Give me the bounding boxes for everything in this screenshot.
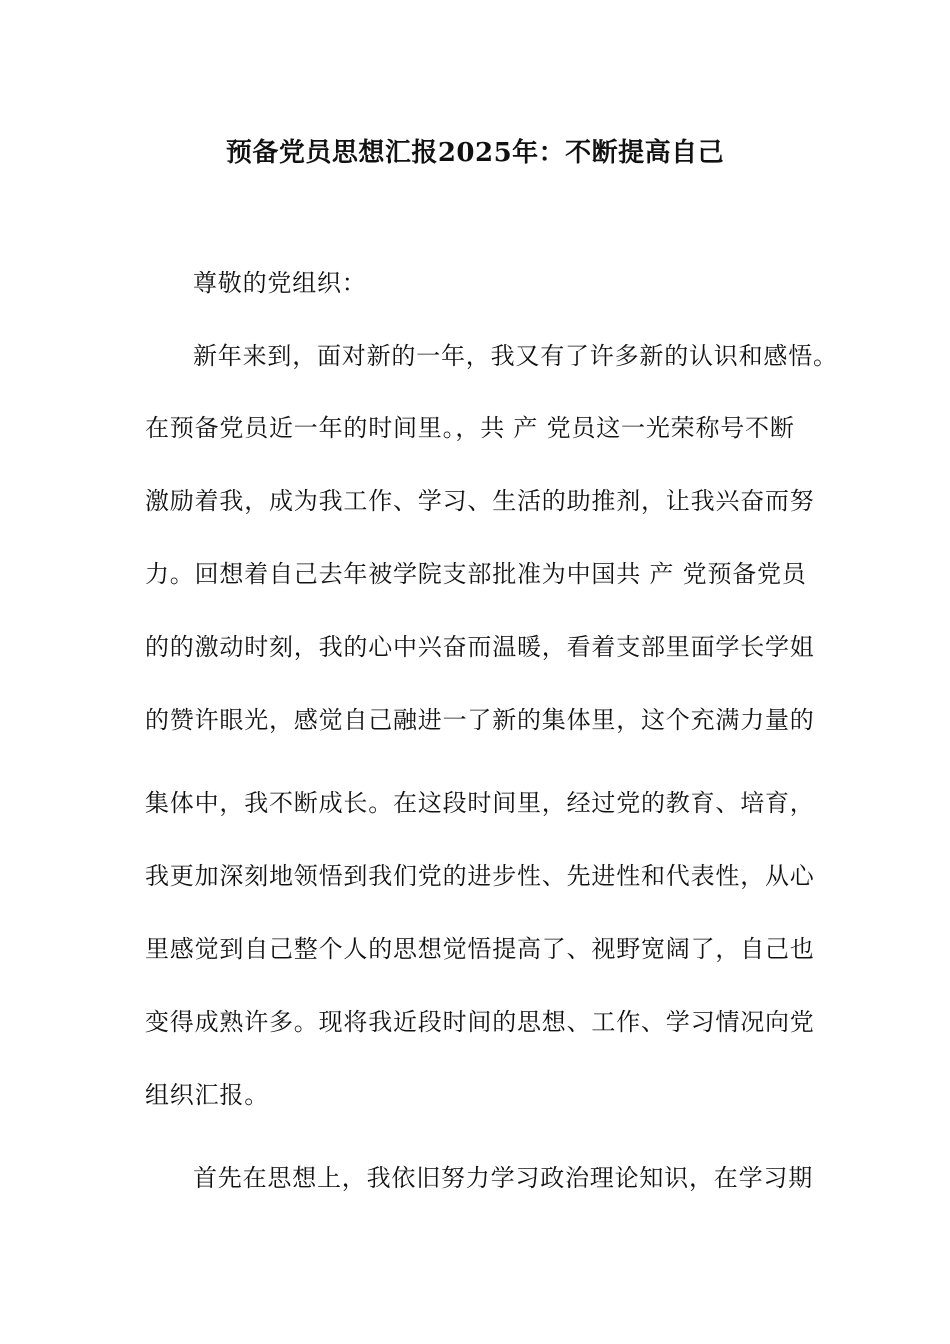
paragraph-line: 新年来到，面对新的一年，我又有了许多新的认识和感悟。 xyxy=(193,342,838,370)
salutation: 尊敬的党组织： xyxy=(193,269,367,297)
paragraph-line: 在预备党员近一年的时间里。，共 产 党员这一光荣称号不断 xyxy=(145,414,795,442)
paragraph-line: 的赞许眼光，感觉自己融进一了新的集体里，这个充满力量的 xyxy=(145,706,815,734)
paragraph-line: 里感觉到自己整个人的思想觉悟提高了、视野宽阔了，自己也 xyxy=(145,935,815,963)
document-title: 预备党员思想汇报2025年：不断提高自己 xyxy=(225,138,725,168)
paragraph-line: 集体中，我不断成长。在这段时间里，经过党的教育、培育， xyxy=(145,789,815,817)
paragraph-line: 变得成熟许多。现将我近段时间的思想、工作、学习情况向党 xyxy=(145,1008,815,1036)
paragraph-line: 的的激动时刻，我的心中兴奋而温暖，看着支部里面学长学姐 xyxy=(145,633,815,661)
paragraph-line: 我更加深刻地领悟到我们党的进步性、先进性和代表性，从心 xyxy=(145,862,815,890)
paragraph-line: 激励着我，成为我工作、学习、生活的助推剂，让我兴奋而努 xyxy=(145,487,815,515)
paragraph-line: 组织汇报。 xyxy=(145,1081,269,1109)
paragraph-line: 力。回想着自己去年被学院支部批准为中国共 产 党预备党员 xyxy=(145,560,807,588)
paragraph-line: 首先在思想上，我依旧努力学习政治理论知识，在学习期 xyxy=(193,1164,813,1192)
